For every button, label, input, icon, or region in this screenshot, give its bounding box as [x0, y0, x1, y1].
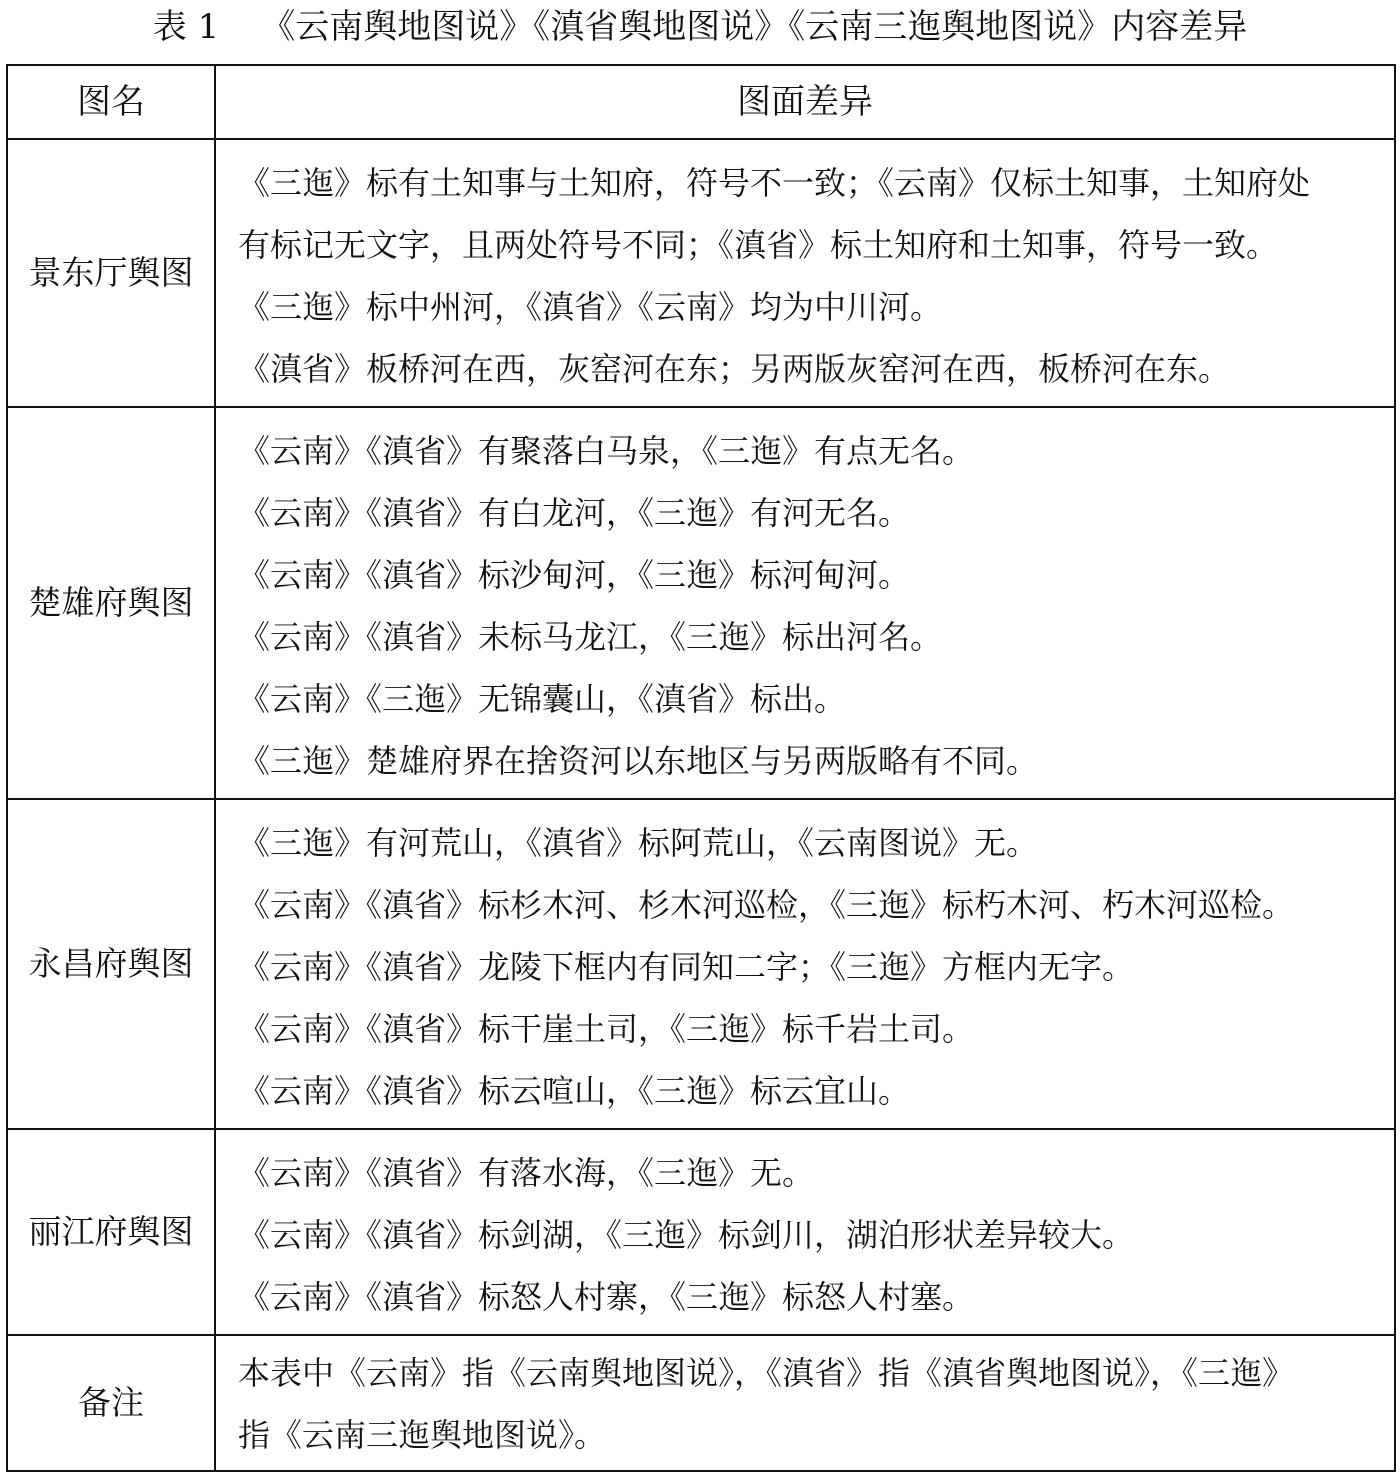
difference-line: 《云南》《滇省》有落水海，《三迤》无。 [238, 1154, 815, 1192]
difference-line: 《云南》《滇省》有聚落白马泉，《三迤》有点无名。 [238, 432, 975, 470]
differences-cell [215, 407, 1395, 799]
difference-line: 《云南》《滇省》标剑湖，《三迤》标剑川，湖泊形状差异较大。 [238, 1216, 1135, 1254]
map-name-cell: 丽江府舆图 [7, 1129, 215, 1335]
map-name-cell: 楚雄府舆图 [7, 407, 215, 799]
difference-line: 《三迤》楚雄府界在捨资河以东地区与另两版略有不同。 [238, 742, 1039, 780]
note-cell [215, 1335, 1395, 1471]
differences-cell [215, 139, 1395, 407]
note-line: 本表中《云南》指《云南舆地图说》，《滇省》指《滇省舆地图说》，《三迤》 [238, 1354, 1295, 1392]
note-label-cell: 备注 [7, 1335, 215, 1471]
difference-line: 《云南》《滇省》标杉木河、杉木河巡检，《三迤》标朽木河、朽木河巡检。 [238, 886, 1295, 924]
table-row [7, 799, 1395, 1129]
difference-line: 《云南》《滇省》未标马龙江，《三迤》标出河名。 [238, 618, 943, 656]
difference-line: 有标记无文字，且两处符号不同；《滇省》标土知府和土知事，符号一致。 [238, 226, 1279, 264]
difference-line: 《云南》《滇省》有白龙河，《三迤》有河无名。 [238, 494, 911, 532]
table-note-row [7, 1335, 1395, 1471]
table-row [7, 407, 1395, 799]
differences-cell [215, 799, 1395, 1129]
difference-line: 《云南》《三迤》无锦囊山，《滇省》标出。 [238, 680, 847, 718]
difference-line: 《云南》《滇省》标云喧山，《三迤》标云宜山。 [238, 1072, 911, 1110]
table-row [7, 139, 1395, 407]
differences-table [6, 64, 1396, 1472]
note-line: 指《云南三迤舆地图说》。 [238, 1416, 607, 1454]
map-name-cell: 永昌府舆图 [7, 799, 215, 1129]
table-title: 《云南舆地图说》《滇省舆地图说》《云南三迤舆地图说》内容差异 [261, 7, 1248, 47]
difference-line: 《滇省》板桥河在西，灰窑河在东；另两版灰窑河在西，板桥河在东。 [238, 350, 1231, 388]
differences-cell [215, 1129, 1395, 1335]
difference-line: 《三迤》标有土知事与土知府，符号不一致；《云南》仅标土知事，土知府处 [238, 164, 1311, 202]
difference-line: 《三迤》有河荒山，《滇省》标阿荒山，《云南图说》无。 [238, 824, 1039, 862]
table-caption [0, 4, 1400, 50]
header-differences: 图面差异 [215, 65, 1395, 139]
difference-line: 《云南》《滇省》标干崖土司，《三迤》标千岩土司。 [238, 1010, 975, 1048]
map-name-cell: 景东厅舆图 [7, 139, 215, 407]
difference-line: 《云南》《滇省》标怒人村寨，《三迤》标怒人村塞。 [238, 1278, 975, 1316]
difference-line: 《云南》《滇省》龙陵下框内有同知二字；《三迤》方框内无字。 [238, 948, 1135, 986]
header-map-name: 图名 [7, 65, 215, 139]
table-number: 表 1 [152, 7, 220, 47]
table-header-row [7, 65, 1395, 139]
difference-line: 《云南》《滇省》标沙甸河，《三迤》标河甸河。 [238, 556, 911, 594]
table-row [7, 1129, 1395, 1335]
difference-line: 《三迤》标中州河，《滇省》《云南》均为中川河。 [238, 288, 943, 326]
